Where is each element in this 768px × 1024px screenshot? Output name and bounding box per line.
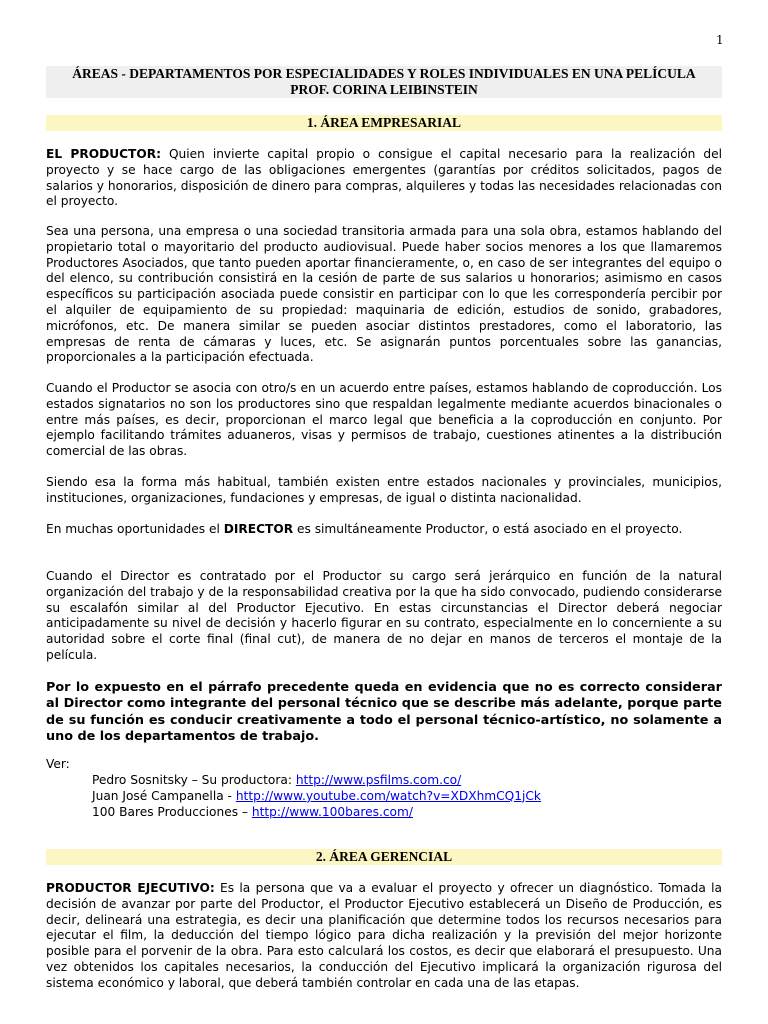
section-heading-gerencial: 2. ÁREA GERENCIAL <box>46 849 722 865</box>
title-line-1: ÁREAS - DEPARTAMENTOS POR ESPECIALIDADES Y ROLES INDIVIDUALES EN UNA PELÍCULA <box>72 66 696 81</box>
link-100bares[interactable]: http://www.100bares.com/ <box>251 804 413 819</box>
term-productor: EL PRODUCTOR: <box>46 147 161 161</box>
section-heading-empresarial: 1. ÁREA EMPRESARIAL <box>46 115 722 131</box>
link-youtube[interactable]: http://www.youtube.com/watch?v=XDXhmCQ1jCk <box>235 788 541 803</box>
link-item: 100 Bares Producciones – http://www.100bares.com/ <box>92 804 413 819</box>
paragraph-coproduccion: Cuando el Productor se asocia con otro/s en un acuerdo entre países, estamos hablando de coproducción. Los estados signatarios no son los productores sino que respaldan legalmente mediante acuerdos binacionales o entre más países, es decir, proporcionan el marco legal que beneficia a la coproducción en conjunto. Por ejemplo facilitando trámites aduaneros, visas y permisos de trabajo, cuestiones atinentes a la distribución comercial de las obras. <box>46 381 722 459</box>
paragraph-productor-text: Quien invierte capital propio o consigue el capital necesario para la realización del proyecto y se hace cargo de las obligaciones emergentes (garantías por créditos solicitados, pagos de salarios y honorarios, disposición de dinero para compras, alquileres y todas las necesidades relacionadas con el proyecto. <box>46 147 722 209</box>
link-item: Juan José Campanella - http://www.youtube.com/watch?v=XDXhmCQ1jCk <box>92 788 541 803</box>
link-item: Pedro Sosnitsky – Su productora: http://www.psfilms.com.co/ <box>92 773 462 787</box>
paragraph-director-contratado: Cuando el Director es contratado por el Productor su cargo será jerárquico en función de la natural organización del trabajo y de la responsabilidad creativa por la que ha sido convocado, pudiendo considerarse su escalafón similar al del Productor Ejecutivo. En estas circunstancias el Director deberá negociar anticipadamente su nivel de decisión y hacerlo figurar en su contrato, especialmente en lo concerniente a su autoridad sobre el corte final (final cut), de manera de no dejar en manos de terceros el montaje de la película. <box>46 569 722 662</box>
title-line-2: PROF. CORINA LEIBINSTEIN <box>290 82 478 97</box>
term-director: DIRECTOR <box>223 522 294 536</box>
paragraph-propietario: Sea una persona, una empresa o una sociedad transitoria armada para una sola obra, estamos hablando del propietario total o mayoritario del producto audiovisual. Puede haber socios menores a los que llamaremos Productores Asociados, que tanto pueden aportar financieramente, o, en caso de ser integrantes del equipo o del elenco, su contribución consistirá en la cesión de parte de sus salarios u honorarios; asimismo en casos específicos su participación asociada puede consistir en participar con lo que les correspondería percibir por el alquiler de equipamiento de su propiedad: maquinaria de edición, estudios de sonido, grabadores, micrófonos, etc. De manera similar se pueden asociar distintos prestadores, como el laboratorio, las empresas de renta de cámaras y luces, etc. Se asignarán puntos porcentuales sobre las ganancias, proporcionales a la participación efectuada. <box>46 224 722 365</box>
term-productor-ejecutivo: PRODUCTOR EJECUTIVO: <box>46 881 215 895</box>
paragraph-productor <box>46 147 722 210</box>
link-psfilms[interactable]: http://www.psfilms.com.co/ <box>295 773 462 787</box>
document-title <box>46 66 722 98</box>
see-also-label: Ver: <box>46 757 70 771</box>
paragraph-otras-formas: Siendo esa la forma más habitual, también existen entre estados nacionales y provinciales, municipios, instituciones, organizaciones, fundaciones y empresas, de igual o distinta nacionalidad. <box>46 475 722 505</box>
paragraph-productor-ejecutivo: PRODUCTOR EJECUTIVO: Es la persona que va a evaluar el proyecto y ofrecer un diagnóstico. Tomada la decisión de avanzar por parte del Productor, el Productor Ejecutivo establecerá un Diseño de Producción, es decir, delineará una estrategia, es decir una planificación que determine todos los recursos necesarios para ejecutar el film, la deducción del tiempo lógico para dicha realización y la previsión del mejor horizonte posible para el porvenir de la obra. Para esto calculará los costos, es decir que elaborará el presupuesto. Una vez obtenidos los capitales necesarios, la conducción del Ejecutivo implicará la organización rigurosa del sistema económico y laboral, que deberá también controlar en cada una de las etapas. <box>46 881 722 990</box>
links-list <box>92 773 541 820</box>
paragraph-director: En muchas oportunidades el DIRECTOR es simultáneamente Productor, o está asociado en el proyecto. <box>46 522 683 536</box>
page-number: 1 <box>716 33 724 47</box>
paragraph-conclusion: Por lo expuesto en el párrafo precedente queda en evidencia que no es correcto considerar al Director como integrante del personal técnico que se describe más adelante, porque parte de su función es conducir creativamente a todo el personal técnico-artístico, no solamente a uno de los departamentos de trabajo. <box>46 680 722 744</box>
